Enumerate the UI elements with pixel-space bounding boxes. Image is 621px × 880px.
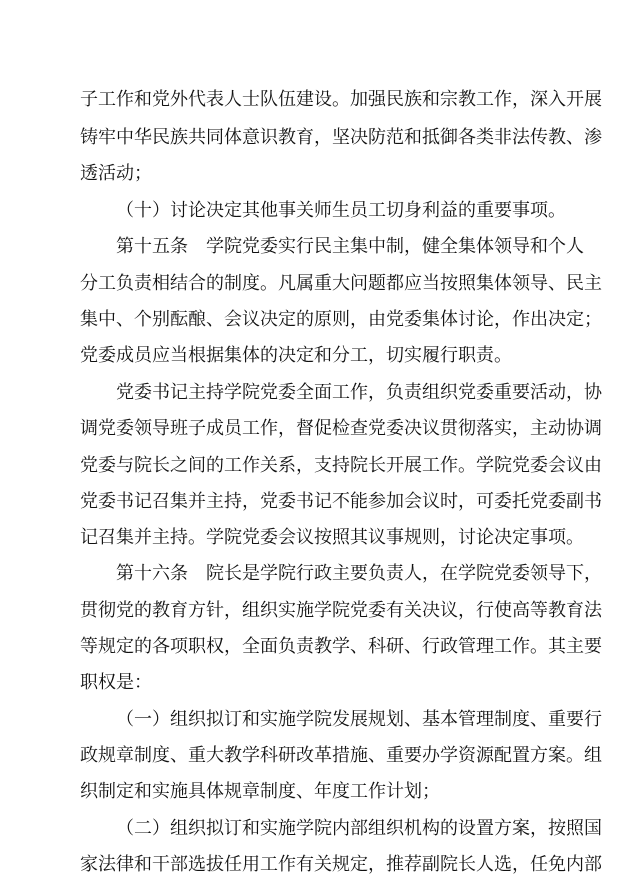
text-line: 党委书记召集并主持，党委书记不能参加会议时，可委托党委副书: [80, 491, 602, 512]
text-line: 党委书记主持学院党委全面工作，负责组织党委重要活动，协: [116, 382, 602, 403]
text-line: 党委成员应当根据集体的决定和分工，切实履行职责。: [80, 345, 512, 366]
text-line: 第十六条 院长是学院行政主要负责人，在学院党委领导下，: [116, 563, 602, 584]
text-line: 党委与院长之间的工作关系，支持院长开展工作。学院党委会议由: [80, 455, 602, 476]
text-line: 织制定和实施具体规章制度、年度工作计划；: [80, 781, 440, 802]
text-line: 贯彻党的教育方针，组织实施学院党委有关决议，行使高等教育法: [80, 600, 602, 621]
text-line: 调党委领导班子成员工作，督促检查党委决议贯彻落实，主动协调: [80, 418, 602, 439]
text-line: 等规定的各项职权，全面负责教学、科研、行政管理工作。其主要: [80, 636, 602, 657]
text-line: 分工负责相结合的制度。凡属重大问题都应当按照集体领导、民主: [80, 273, 602, 294]
text-line: （一）组织拟订和实施学院发展规划、基本管理制度、重要行: [116, 709, 602, 730]
text-line: （二）组织拟订和实施学院内部组织机构的设置方案，按照国: [116, 818, 602, 839]
text-line: 家法律和干部选拔任用工作有关规定，推荐副院长人选，任免内部: [80, 854, 602, 875]
text-line: 铸牢中华民族共同体意识教育，坚决防范和抵御各类非法传教、渗: [80, 127, 602, 148]
text-line: 记召集并主持。学院党委会议按照其议事规则，讨论决定事项。: [80, 527, 584, 548]
text-line: 透活动；: [80, 163, 152, 184]
text-line: 集中、个别酝酿、会议决定的原则，由党委集体讨论，作出决定；: [80, 309, 602, 330]
text-line: 第十五条 学院党委实行民主集中制，健全集体领导和个人: [116, 236, 584, 257]
text-line: 政规章制度、重大教学科研改革措施、重要办学资源配置方案。组: [80, 745, 602, 766]
text-line: 子工作和党外代表人士队伍建设。加强民族和宗教工作，深入开展: [80, 89, 602, 110]
text-line: 职权是：: [80, 672, 152, 693]
text-line: （十）讨论决定其他事关师生员工切身利益的重要事项。: [116, 200, 566, 221]
